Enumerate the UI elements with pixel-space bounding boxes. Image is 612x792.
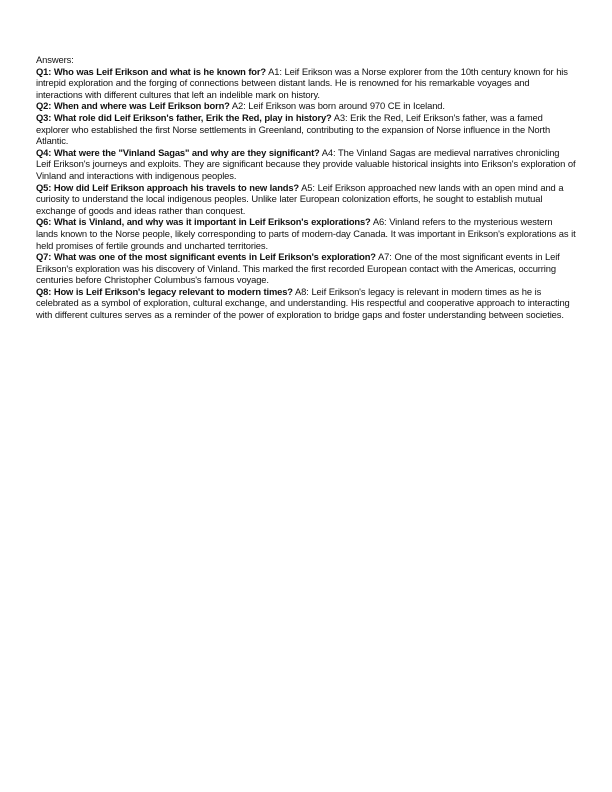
question-4: Q4: What were the "Vinland Sagas" and why are they significant? <box>36 146 320 158</box>
answer-5: A5: Leif Erikson approached new lands with an open mind and a curiosity to understand the local indigenous peoples. Unlike later European colonization efforts, he sought to establish mutual exchange of goods and ideas rather than conquest. <box>36 181 564 216</box>
qa-item-2 <box>36 100 576 112</box>
answer-4: A4: The Vinland Sagas are medieval narratives chronicling Leif Erikson's journeys and exploits. They are significant because they provide valuable historical insights into Erikson's exploration of Vinland and interactions with indigenous peoples. <box>36 146 576 181</box>
qa-list <box>36 66 576 321</box>
qa-item-6 <box>36 216 576 251</box>
question-5: Q5: How did Leif Erikson approach his travels to new lands? <box>36 181 299 193</box>
question-6: Q6: What is Vinland, and why was it important in Leif Erikson's explorations? <box>36 216 371 228</box>
document-page <box>36 54 576 321</box>
qa-item-5 <box>36 182 576 217</box>
question-1: Q1: Who was Leif Erikson and what is he known for? <box>36 65 266 77</box>
qa-item-3 <box>36 112 576 147</box>
qa-item-4 <box>36 147 576 182</box>
answer-8: A8: Leif Erikson's legacy is relevant in modern times as he is celebrated as a symbol of exploration, cultural exchange, and understanding. His respectful and cooperative approach to interacting with different cultures serves as a reminder of the power of exploration to bridge gaps and foster understanding between societies. <box>36 285 570 321</box>
question-8: Q8: How is Leif Erikson's legacy relevant to modern times? <box>36 285 293 297</box>
answer-7: A7: One of the most significant events in Leif Erikson's exploration was his discovery of Vinland. This marked the first recorded European contact with the Americas, occurring centuries before Christopher Columbus's famous voyage. <box>36 251 560 286</box>
qa-item-1 <box>36 66 576 101</box>
answers-heading: Answers: <box>36 54 74 65</box>
answer-3: A3: Erik the Red, Leif Erikson's father, was a famed explorer who established the first Norse settlements in Greenland, contributing to the expansion of Norse influence in the North Atlantic. <box>36 111 551 147</box>
question-3: Q3: What role did Leif Erikson's father, Erik the Red, play in history? <box>36 111 332 123</box>
qa-item-7 <box>36 251 576 286</box>
question-2: Q2: When and where was Leif Erikson born? <box>36 100 230 112</box>
question-7: Q7: What was one of the most significant events in Leif Erikson's exploration? <box>36 251 376 263</box>
qa-item-8 <box>36 286 576 321</box>
answer-6: A6: Vinland refers to the mysterious western lands known to the Norse people, likely corresponding to parts of modern-day Canada. It was important in Erikson's explorations as it held promises of fertile grounds and uncharted territories. <box>36 216 576 251</box>
answer-2: A2: Leif Erikson was born around 970 CE in Iceland. <box>231 100 445 112</box>
answer-1: A1: Leif Erikson was a Norse explorer from the 10th century known for his intrepid exploration and the forging of connections between distant lands. He is renowned for his remarkable voyages and interactions with different cultures that left an indelible mark on history. <box>36 65 568 100</box>
